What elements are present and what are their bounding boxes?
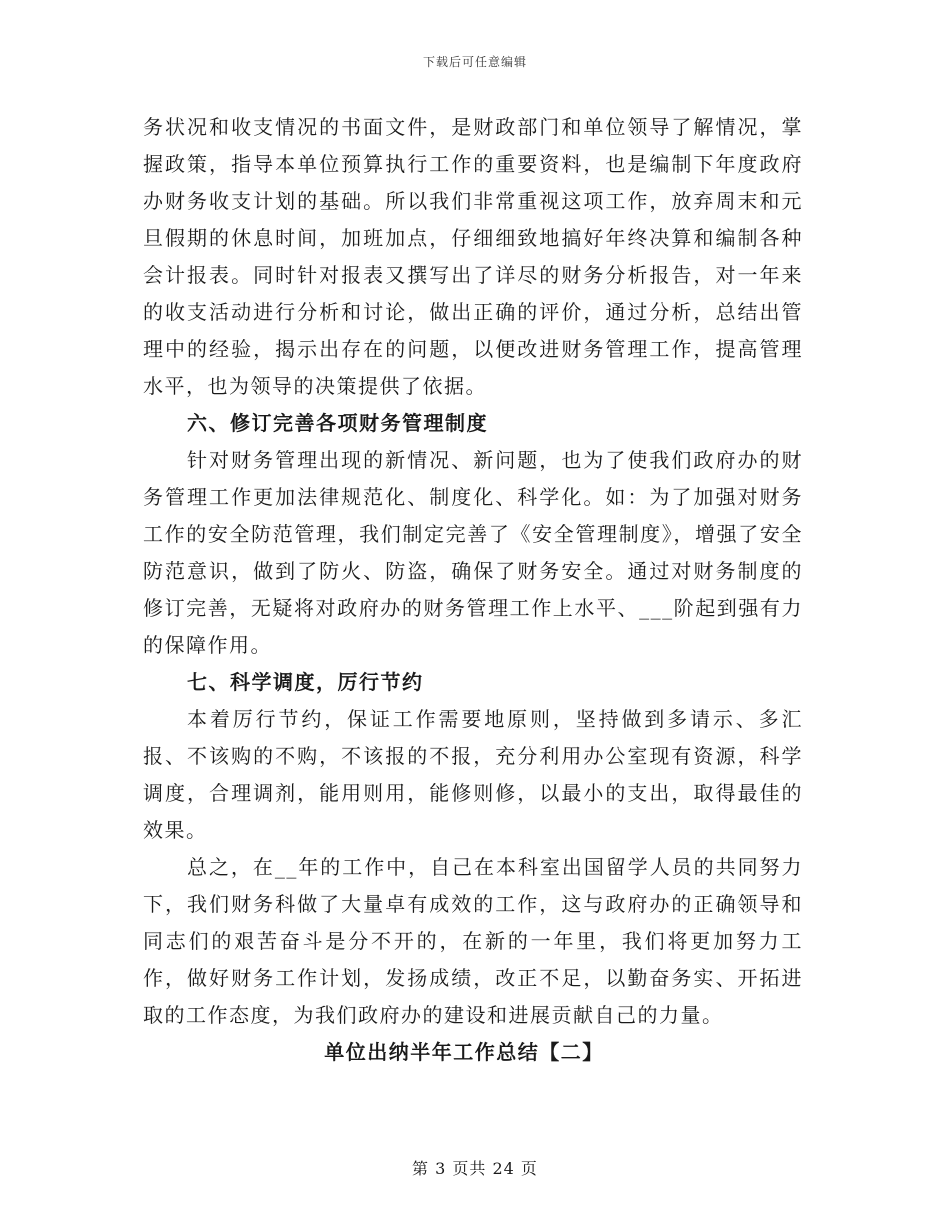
page-number-footer: 第 3 页共 24 页: [412, 1159, 538, 1178]
section-heading-seven: 七、科学调度，厉行节约: [187, 670, 424, 694]
paragraph-conclusion: 总之，在__年的工作中，自己在本科室出国留学人员的共同努力下，我们财务科做了大量卓有成效的工作，这与政府办的正确领导和同志们的艰苦奋斗是分不开的，在新的一年里，我们将更加努力工作，做好财务工作计划，发扬成绩，改正不足，以勤奋务实、开拓进取的工作态度，为我们政府办的建设和进展贡献自己的力量。: [143, 855, 803, 1027]
paragraph-management-system: 针对财务管理出现的新情况、新问题，也为了使我们政府办的财务管理工作更加法律规范化、制度化、科学化。如：为了加强对财务工作的安全防范管理，我们制定完善了《安全管理制度》，增强了安全防范意识，做到了防火、防盗，确保了财务安全。通过对财务制度的修订完善，无疑将对政府办的财务管理工作上水平、___阶起到强有力的保障作用。: [143, 448, 803, 657]
paragraph-financial-reports: 务状况和收支情况的书面文件，是财政部门和单位领导了解情况，掌握政策，指导本单位预算执行工作的重要资料，也是编制下年度政府办财务收支计划的基础。所以我们非常重视这项工作，放弃周末和元旦假期的休息时间，加班加点，仔细细致地搞好年终决算和编制各种会计报表。同时针对报表又撰写出了详尽的财务分析报告，对一年来的收支活动进行分析和讨论，做出正确的评价，通过分析，总结出管理中的经验，揭示出存在的问题，以便改进财务管理工作，提高管理水平，也为领导的决策提供了依据。: [143, 115, 803, 398]
section-heading-six: 六、修订完善各项财务管理制度: [187, 411, 488, 435]
document-section-title: 单位出纳半年工作总结【二】: [324, 1040, 604, 1064]
page-header: 下载后可任意编辑: [422, 55, 527, 69]
document-body: [143, 109, 803, 1071]
paragraph-frugality: 本着厉行节约，保证工作需要地原则，坚持做到多请示、多汇报、不该购的不购，不该报的不报，充分利用办公室现有资源，科学调度，合理调剂，能用则用，能修则修，以最小的支出，取得最佳的效果。: [143, 707, 803, 842]
